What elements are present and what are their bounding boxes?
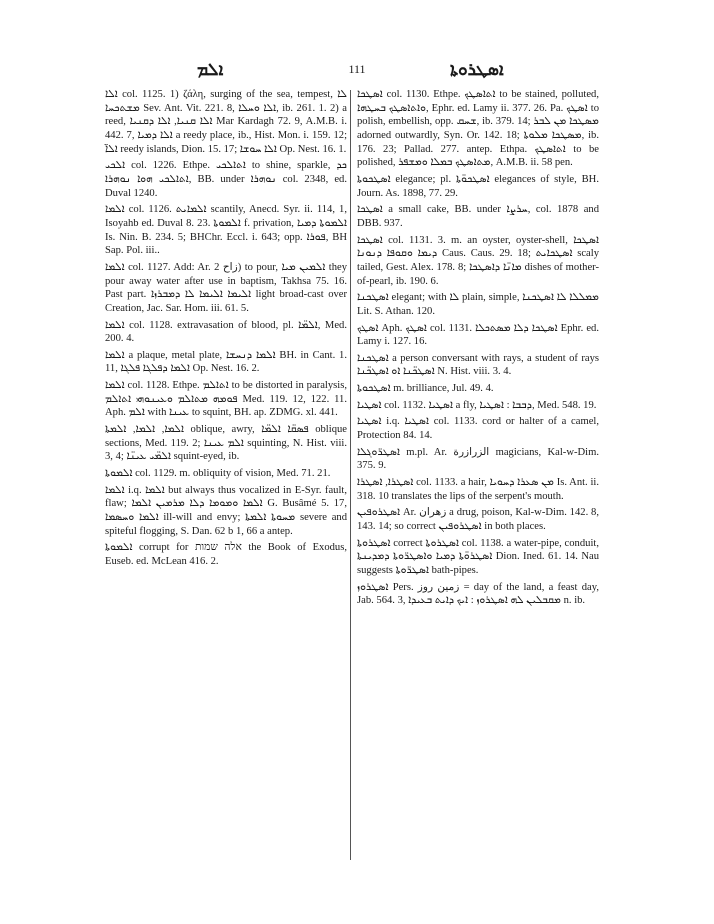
dictionary-entry: ܐܣܛܪܐ, ܐܣܛܪܐ col. 1133. a hair, ܡܢ ܣܥܪܐ ܕܚܘܝܐ Is. Ant. ii. 318. 10 translates the lips of the serpent's mouth. — [357, 477, 600, 502]
dictionary-entry: ܐܣܛܟܐ col. 1131. 3. m. an oyster, oyster-shell, ܐܣܛܟܐ ܕܝܡܐ ܘܩܘܦܐ ܕܢܘܢܐ Caus. Caus. 29. 18; ܐܣܛܟܐܝܬ scaly tailed, Gest. Alex. 178. 8; ܡܐܢ̈ܐ ܕܐܣܛܟܐ dishes of mother-of-pearl, ib. 190. 6. — [357, 234, 599, 287]
page-header — [0, 60, 714, 82]
dictionary-entry: ܐܠܟܝ col. 1226. Ethpe. ܐܬܐܠܟܝ to shine, sparkle, ܟܕ ܐܬܐܠܟܝ ܗܘܐ ܢܘܗܪܐ, BB. under ܢܘܗܪܐ col. 2348, ed. Duval 1240. — [105, 160, 347, 199]
dictionary-entry: ܐܠܡܘܬܐ corrupt for אלה שמות the Book of Exodus, Euseb. ed. McLean 416. 2. — [105, 542, 348, 567]
dictionary-entry: ܐܣܛܪܘܬܐ correct ܐܣܛܪܘܬܐ col. 1138. a water-pipe, conduit, ܐܣܛܪܘ̈ܬܐ ܕܡܝܐ ܘܐܣܛܪ̈ܘܬܐ ܕܡܕܝܢܬܐ Dion. Ined. 61. 14. Nau suggests ܐܣܛܪ̈ܘܬܐ bath-pipes. — [357, 537, 599, 576]
dictionary-entry: ܐܠܐ col. 1125. 1) ζάλη, surging of the sea, tempest, ܠܐ ܡܫܬܟܚܐ Sev. Ant. Vit. 221. 8, ܐܠܐ ܘܚܠܐ, ib. 261. 1. 2) a reed, ܐܠܐ ܩܢܝܐ, ܐܠܐ ܕܩܢܝܐ Mar Kardagh 72. 9, A.M.B. i. 442. 7, ܐܠܐ ܕܡܝܐ a reedy place, ib., Hist. Mon. i. 159. 12; ܐܠܐ̈ reedy islands, Dion. 15. 17; ܐܠܐ ܚܘܫܐ Op. Nest. 16. 1. — [105, 89, 348, 155]
dictionary-entry: ܐܠܡܐ i.q. ܐܠܡܐ but always thus vocalized in E-Syr. fault, flaw; ܐܠܡܐ ܘܡܘܡܐ ܕܠܐ ܡܪܡܝܢ ܐܠܡܐ G. Busâmé 5. 17, ܐܠܡܐ ܘܚܣܡܐ ill-will and envy; ܡܚܘܬܐ ܐܠܡܬܐ severe and spiteful flogging, S. Dan. 62 b 1, 66 a antep. — [105, 484, 347, 537]
dictionary-entry: ܐܠܡܘܬܐ col. 1129. m. obliquity of vision, Med. 71. 21. — [105, 468, 331, 480]
dictionary-entry: ܐܣܛܪܘܦܝܢ Ar. زهران a drug, poison, Kal-w-Dim. 142. 8, 143. 14; so correct ܐܣܛܪܘܦܝܢ in both places. — [357, 507, 599, 533]
right-running-headword: ܐܣܛܪܘܬܐ — [450, 60, 504, 79]
dictionary-entry: ܐܠܡܐ, ܐܠܡܐ, ܐܠܡܬܐ oblique, awry, ܦܣܩ̈ܐ ܐܠܡ̈ܐ oblique sections, Med. 119. 2; ܐܠܡ ܥܝܢܐ squinting, N. Hist. viii. 3, 4; ܐܠܡ̈ܝ ܥܝܢ̈ܐ squint-eyed, ib. — [105, 424, 347, 463]
dictionary-entry: ܐܠܡܐ col. 1128. Ethpe. ܐܬܐܠܡ to be distorted in paralysis, ܦܘܡܗ ܡܬܐܠܡ ܘܥܝܢܘܗܝ ܐܬܐܠܡ Med. 119. 12, 122. 11. Aph. ܐܠܡ with ܥܝܢܐ to squint, BH. ap. ZDMG. xl. 441. — [105, 380, 347, 419]
column-divider — [350, 90, 351, 860]
dictionary-entry: ܐܠܡܐ a plaque, metal plate, ܐܠܡܐ ܕܢܚܫܐ BH. in Cant. 1. 11, ܐܠܡܐ ܕܦܠܓܐ ܦܠܓܐ Op. Nest. 16. 2. — [105, 349, 347, 375]
page-number: 111 — [348, 62, 366, 76]
dictionary-entry: ܐܣܛܟܢܐ a person conversant with rays, a student of rays ܐܣܛܟ̈ܢܐ ܐܘ ܐܣܛܟ̈ܢܐ N. Hist. viii. 3. 4. — [357, 352, 599, 378]
dictionary-entry: ܐܣܛܟ Aph. ܐܣܛܟ col. 1131. ܐܣܛܟܐ ܕܠܐ ܡܣܬܟܠܐ Ephr. ed. Lamy i. 127. 16. — [357, 322, 599, 348]
dictionary-entry: ܐܣܛܝܐ i.q. ܐܣܛܝܐ col. 1133. cord or halter of a camel, Protection 84. 14. — [357, 416, 599, 442]
dictionary-entry: ܐܠܡܐ col. 1128. extravasation of blood, pl. ܐܠܡ̈ܐ, Med. 200. 4. — [105, 319, 347, 345]
dictionary-entry: ܐܣܛܝܐ col. 1132. ܐܣܛܝܐ a fly, ܕܒܒܐ : ܐܣܛܝܐ, Med. 548. 19. — [357, 399, 597, 411]
dictionary-entry: ܐܠܡܐ col. 1127. Add: Ar. زاح 2) to pour, ܐܠܡܝܢ ܡܝܐ they pour away water after use in baptism, Takhsa 75. 16. Past part. ܐܠܝܡܐ ܐܠܝܡܐ ܠܐ ܕܡܒܪܙܐ light broad-cast over Creation, Jac. Sar. Hom. iii. 61. 5. — [105, 261, 348, 314]
dictionary-entry: ܐܣܛܟܐ a small cake, BB. under ܚܪܨܐ, col. 1878 and DBB. 937. — [357, 204, 599, 229]
dictionary-entry: ܐܣܛܟܢܐ elegant; with ܠܐ plain, simple, ܡܡܠܠܐ ܠܐ ܐܣܛܟܢܐ Lit. S. Athan. 120. — [357, 292, 600, 317]
dictionary-entry: ܐܠܡܐ col. 1126. ܐܠܡܐܝܬ scantily, Anecd. Syr. ii. 114, 1, Isoyahb ed. Duval 8. 23. ܐܠܡܘܬܐ f. privation, ܐܠܡܘܬܐ ܕܡܝܐ Is. Nin. B. 234. 5; BHChr. Eccl. i. 643; opp. ܦܘܪܐ, BH Sap. Pol. iii.. — [105, 204, 347, 257]
right-column — [357, 88, 599, 611]
dictionary-entry: ܐܣܛܟܘܬܐ elegance; pl. ܐܣܛܟܘ̈ܬܐ elegances of style, BH. Journ. As. 1898, 77. 29. — [357, 173, 599, 199]
dictionary-entry: ܐܣܛܟܘܬܐ m. brilliance, Jul. 49. 4. — [357, 383, 494, 395]
left-running-headword: ܐܠܡ — [197, 60, 224, 79]
dictionary-entry: ܐܣܛܪ̈ܘܓܠܐ m.pl. Ar. الزرازرة magicians, Kal-w-Dim. 375. 9. — [357, 446, 599, 472]
dictionary-entry: ܐܣܛܟܐ col. 1130. Ethpe. ܐܬܐܣܛܟ to be stained, polluted, ܘܐܬܐܣܛܟ ܒܚܛܗܐ, Ephr. ed. Lamy ii. 377. 26. Pa. ܐܣܛܟ to polish, embellish, opp. ܫܚܩ, ib. 379. 14; ܡܣܛܟܐ ܡܢ ܠܒܪ adorned outwardly, Syn. Or. 142. 18; ܡܣܛܟܐ ܡܠܘܬܐ, ib. 176. 23; Pallad. 277. antep. Ethpa. ܐܬܐܣܛܟ to be polished, ܡܬܐܣܛܟ ܒܡܠܐ ܘܡܫܦܪ, A.M.B. ii. 58 pen. — [357, 89, 599, 169]
dictionary-entry: ܐܣܛܪܘܙ Pers. زمين روز = day of the land, a feast day, Jab. 564. 3, ܡܩܒܠܝܢ ܠܗ ܐܣܛܪܘܙ : ܐܝܟ ܕܐܝܬ ܒܥܝܕܐ n. ib. — [357, 581, 599, 607]
left-column — [105, 88, 347, 572]
